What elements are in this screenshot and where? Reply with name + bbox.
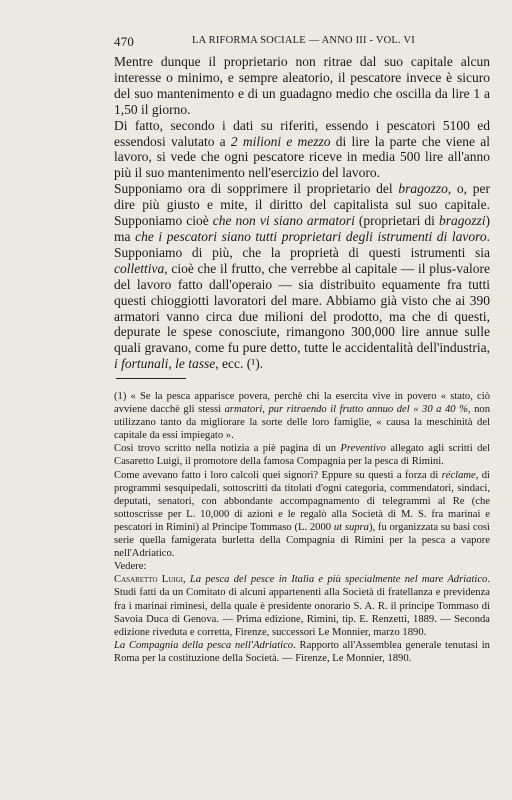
footnote-3 — [114, 469, 490, 561]
text-run: allegato agli scritti del Casaretto Luigi, il promotore della famosa Compagnia per la pesca di Rimini. — [114, 443, 491, 468]
footnote-4 — [114, 560, 490, 573]
text-run: , di programmi sesquipedali, sottoscritti da titolati d'ogni categoria, commendatori, sindaci, deputati, senatori, con abbondante accompagnamento di telegrammi al Re (che sottoscrisse per L. 10,000 di azioni e le regalò alla Società di M. S. fra marinai e pescatori in Rimini) al Principe Tommaso (L. 2000 — [114, 469, 490, 533]
italic-run: i fortunali, le tasse — [114, 356, 216, 372]
text-run: . Rapporto all'Assemblea generale tenutasi in Roma per la costituzione della Società. — Firenze, Le Monnier, 1890. — [114, 639, 490, 664]
italic-run: collettiva — [114, 260, 165, 276]
text-run: . Supponiamo di più, che la proprietà di questi istrumenti sia — [114, 228, 491, 260]
footnotes — [114, 390, 490, 665]
text-run: Di fatto, secondo i dati su riferiti, essendo i pescatori 5100 ed essendosi valutato a — [114, 117, 490, 149]
text-run: . Studi fatti da un Comitato di alcuni appartenenti alla Società di fratellanza e previdenza fra i marinai riminesi, della quale è presidente onorario S. A. R. il principe Tommaso di Savoia Duca di Genova. — Prima edizione, Rimini, tip. E. Renzetti, 1889. — Seconda edizione riveduta e corretta, Firenze, successori Le Monnier, marzo 1890. — [114, 574, 491, 638]
italic-run: bragozzi — [438, 213, 486, 229]
text-run: , ecc. (¹). — [215, 356, 264, 372]
footnote-divider — [116, 378, 186, 379]
running-title: LA RIFORMA SOCIALE — ANNO III - VOL. VI — [192, 35, 415, 46]
paragraph-1 — [114, 54, 490, 118]
text-run: (1) « Se la pesca apparisce povera, perchè chi la esercita vive in povero « stato, ciò avviene dacchè gli stessi — [114, 391, 490, 416]
text-run: ), fu organizzata su basi così serie quella famigerata burletta della Compagnia di Rimini per la pesca a vapore nell'Adriatico. — [114, 521, 490, 560]
paragraph-3 — [114, 181, 490, 372]
footnote-1 — [114, 390, 490, 442]
page-number: 470 — [114, 34, 135, 49]
footnote-6 — [114, 639, 490, 665]
text-run: Vedere: — [114, 561, 147, 573]
text-run: ) ma — [114, 213, 490, 244]
italic-run: 2 milioni e mezzo — [230, 133, 331, 149]
text-run: Così trovo scritto nella notizia a piè pagina di un — [114, 443, 341, 455]
text-run: Supponiamo ora di sopprimere il proprietario del — [114, 181, 399, 197]
text-run: , cioè che il frutto, che verrebbe al capitale — il plus-valore del lavoro fatto dall'operaio — sia distribuito equamente fra tutti questi chioggiotti lavoratori del mare. Abbiamo già visto che ai 390 armatori vanno circa due milioni del prodotto, ma che di questi, depurate le spese conosciute, rimangono 300,000 lire annue sulle quali gravano, come fu pure detto, tutte le accidentalità dell'industria, — [114, 260, 490, 356]
text-run: , — [183, 574, 190, 586]
italic-run: bragozzo — [398, 181, 448, 197]
footnote-5 — [114, 573, 490, 638]
main-text — [114, 54, 490, 372]
text-run: non utilizzano tanto da migliorare la sorte delle loro famiglie, « causa la meschinità del capitale da essi impiegato ». — [114, 404, 490, 442]
text-run: di lire la parte che viene al lavoro, si vede che ogni pescatore riceve in media 500 lire all'anno più il suo mantenimento nell'esercizio del lavoro. — [114, 133, 490, 181]
italic-run: La Compagnia della pesca nell'Adriatico — [114, 639, 294, 651]
italic-run: réclame — [441, 469, 476, 481]
text-run: , o, per dire più giusto e mite, il diritto del capitalista sul suo capitale. Supponiamo cioè — [114, 181, 490, 229]
italic-run: La pesca del pesce in Italia e più specialmente nel mare Adriatico — [189, 574, 488, 586]
italic-run: che i pescatori siano tutti proprietari degli istrumenti di lavoro — [135, 228, 487, 244]
italic-run: armatori, pur ritraendo il frutto annuo del « 30 a 40 %, — [224, 404, 471, 416]
text-run: Mentre dunque il proprietario non ritrae dal suo capitale alcun interesse o minimo, e sempre aleatorio, il pescatore invece è sicuro del suo mantenimento e di un guadagno medio che oscilla da lire 1 a 1,50 il giorno. — [114, 54, 490, 117]
italic-run: che non vi siano armatori — [212, 213, 355, 229]
text-run: Come avevano fatto i loro calcoli quei signori? Eppure su questi a forza di — [114, 469, 442, 481]
footnote-2 — [114, 442, 490, 468]
text-run: (proprietari di — [354, 213, 439, 229]
italic-run: Preventivo — [340, 443, 386, 455]
italic-run: ut supra — [333, 521, 369, 533]
small-caps-run: Casaretto Luigi — [114, 574, 183, 586]
paragraph-2 — [114, 118, 490, 182]
